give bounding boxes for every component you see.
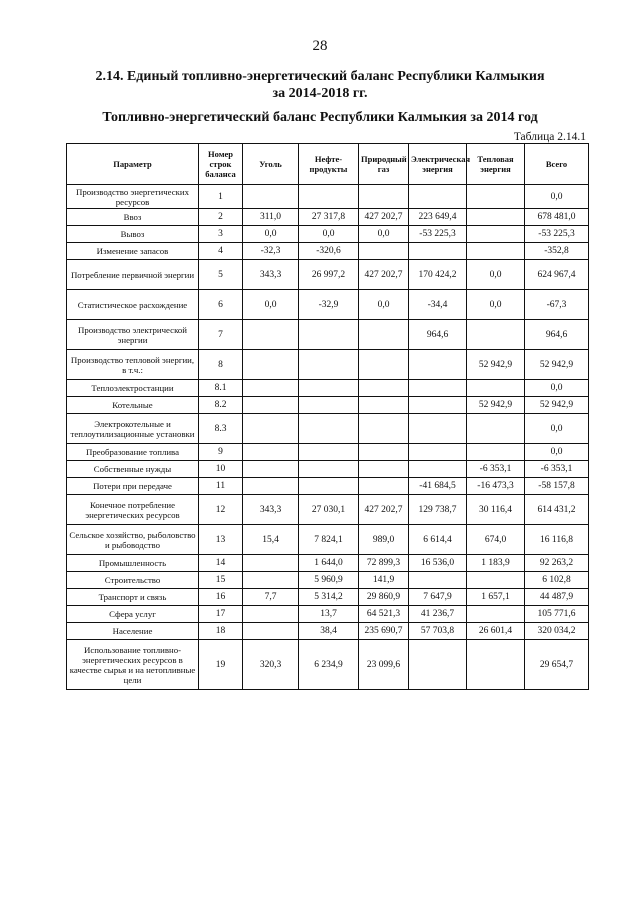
table-row	[67, 414, 589, 444]
row-parameter-cell: Изменение запасов	[67, 243, 199, 260]
value-cell-total: 0,0	[525, 444, 589, 461]
table-title: Топливно-энергетический баланс Республики Калмыкия за 2014 год	[102, 110, 538, 125]
value-cell-heat: 52 942,9	[467, 397, 525, 414]
value-cell-elec	[409, 444, 467, 461]
value-cell-total: 16 116,8	[525, 525, 589, 555]
row-parameter-cell: Потери при передаче	[67, 478, 199, 495]
value-cell-total: 52 942,9	[525, 397, 589, 414]
value-cell-gas	[359, 350, 409, 380]
value-cell-total: 678 481,0	[525, 209, 589, 226]
value-cell-oil: 1 644,0	[299, 555, 359, 572]
value-cell-elec: 6 614,4	[409, 525, 467, 555]
value-cell-coal	[243, 444, 299, 461]
column-header: Параметр	[67, 144, 199, 185]
value-cell-coal: 343,3	[243, 495, 299, 525]
value-cell-gas	[359, 380, 409, 397]
value-cell-gas	[359, 414, 409, 444]
value-cell-total: -58 157,8	[525, 478, 589, 495]
value-cell-coal: 7,7	[243, 589, 299, 606]
value-cell-coal	[243, 606, 299, 623]
section-title-line2: за 2014-2018 гг.	[272, 86, 368, 101]
row-parameter-cell: Теплоэлектростанции	[67, 380, 199, 397]
value-cell-elec: 41 236,7	[409, 606, 467, 623]
value-cell-heat	[467, 380, 525, 397]
table-row	[67, 461, 589, 478]
value-cell-elec: 129 738,7	[409, 495, 467, 525]
row-number-cell: 15	[199, 572, 243, 589]
value-cell-coal: 15,4	[243, 525, 299, 555]
value-cell-heat: 52 942,9	[467, 350, 525, 380]
row-parameter-cell: Преобразование топлива	[67, 444, 199, 461]
value-cell-heat	[467, 320, 525, 350]
value-cell-gas	[359, 478, 409, 495]
row-number-cell: 18	[199, 623, 243, 640]
row-parameter-cell: Производство энергетических ресурсов	[67, 185, 199, 209]
value-cell-oil	[299, 414, 359, 444]
value-cell-coal	[243, 572, 299, 589]
column-header: Природный газ	[359, 144, 409, 185]
table-row	[67, 380, 589, 397]
row-parameter-cell: Сфера услуг	[67, 606, 199, 623]
value-cell-oil	[299, 444, 359, 461]
value-cell-oil	[299, 350, 359, 380]
value-cell-heat: -16 473,3	[467, 478, 525, 495]
value-cell-heat: 1 657,1	[467, 589, 525, 606]
value-cell-coal	[243, 555, 299, 572]
value-cell-oil: 38,4	[299, 623, 359, 640]
table-body	[67, 185, 589, 690]
value-cell-elec	[409, 185, 467, 209]
section-title-line1: 2.14. Единый топливно-энергетический баланс Республики Калмыкия	[95, 69, 545, 84]
value-cell-coal	[243, 478, 299, 495]
value-cell-coal: -32,3	[243, 243, 299, 260]
value-cell-coal: 343,3	[243, 260, 299, 290]
value-cell-oil	[299, 397, 359, 414]
row-number-cell: 19	[199, 640, 243, 690]
row-number-cell: 8	[199, 350, 243, 380]
row-number-cell: 2	[199, 209, 243, 226]
table-row	[67, 397, 589, 414]
value-cell-oil	[299, 461, 359, 478]
value-cell-heat	[467, 185, 525, 209]
row-number-cell: 7	[199, 320, 243, 350]
value-cell-oil: 5 314,2	[299, 589, 359, 606]
table-row	[67, 572, 589, 589]
value-cell-oil	[299, 320, 359, 350]
column-header: Уголь	[243, 144, 299, 185]
value-cell-total: 105 771,6	[525, 606, 589, 623]
value-cell-elec: -53 225,3	[409, 226, 467, 243]
table-row	[67, 185, 589, 209]
value-cell-heat	[467, 226, 525, 243]
value-cell-heat	[467, 640, 525, 690]
column-header: Всего	[525, 144, 589, 185]
row-parameter-cell: Производство тепловой энергии, в т.ч.:	[67, 350, 199, 380]
table-row	[67, 478, 589, 495]
row-parameter-cell: Строительство	[67, 572, 199, 589]
row-number-cell: 13	[199, 525, 243, 555]
value-cell-total: -53 225,3	[525, 226, 589, 243]
value-cell-heat: 26 601,4	[467, 623, 525, 640]
table-row	[67, 495, 589, 525]
row-parameter-cell: Промышленность	[67, 555, 199, 572]
table-row	[67, 525, 589, 555]
table-row	[67, 640, 589, 690]
energy-balance-table	[66, 143, 589, 690]
value-cell-coal	[243, 380, 299, 397]
value-cell-gas: 64 521,3	[359, 606, 409, 623]
value-cell-heat: 1 183,9	[467, 555, 525, 572]
column-header: Номер строк баланса	[199, 144, 243, 185]
row-number-cell: 8.3	[199, 414, 243, 444]
row-number-cell: 12	[199, 495, 243, 525]
value-cell-heat: 30 116,4	[467, 495, 525, 525]
value-cell-total: 964,6	[525, 320, 589, 350]
value-cell-coal: 311,0	[243, 209, 299, 226]
row-number-cell: 8.2	[199, 397, 243, 414]
row-number-cell: 4	[199, 243, 243, 260]
row-parameter-cell: Производство электрической энергии	[67, 320, 199, 350]
row-number-cell: 6	[199, 290, 243, 320]
value-cell-heat: -6 353,1	[467, 461, 525, 478]
value-cell-heat	[467, 572, 525, 589]
row-number-cell: 16	[199, 589, 243, 606]
value-cell-elec	[409, 350, 467, 380]
column-header: Тепловая энергия	[467, 144, 525, 185]
value-cell-coal	[243, 185, 299, 209]
row-number-cell: 8.1	[199, 380, 243, 397]
table-row	[67, 444, 589, 461]
row-number-cell: 5	[199, 260, 243, 290]
row-number-cell: 1	[199, 185, 243, 209]
value-cell-gas: 989,0	[359, 525, 409, 555]
row-parameter-cell: Ввоз	[67, 209, 199, 226]
value-cell-coal: 0,0	[243, 226, 299, 243]
row-parameter-cell: Собственные нужды	[67, 461, 199, 478]
value-cell-gas: 427 202,7	[359, 495, 409, 525]
value-cell-coal: 0,0	[243, 290, 299, 320]
row-parameter-cell: Население	[67, 623, 199, 640]
value-cell-oil: -320,6	[299, 243, 359, 260]
value-cell-heat	[467, 606, 525, 623]
row-number-cell: 11	[199, 478, 243, 495]
row-number-cell: 17	[199, 606, 243, 623]
value-cell-total: -6 353,1	[525, 461, 589, 478]
table-row	[67, 243, 589, 260]
value-cell-gas: 427 202,7	[359, 209, 409, 226]
value-cell-heat	[467, 209, 525, 226]
value-cell-heat	[467, 243, 525, 260]
value-cell-gas: 23 099,6	[359, 640, 409, 690]
value-cell-total: 52 942,9	[525, 350, 589, 380]
value-cell-total: 320 034,2	[525, 623, 589, 640]
value-cell-oil	[299, 478, 359, 495]
value-cell-total: 624 967,4	[525, 260, 589, 290]
value-cell-total: 6 102,8	[525, 572, 589, 589]
table-row	[67, 320, 589, 350]
value-cell-elec: -34,4	[409, 290, 467, 320]
row-parameter-cell: Котельные	[67, 397, 199, 414]
value-cell-oil: 7 824,1	[299, 525, 359, 555]
table-row	[67, 589, 589, 606]
value-cell-elec: -41 684,5	[409, 478, 467, 495]
value-cell-heat: 0,0	[467, 290, 525, 320]
value-cell-gas	[359, 320, 409, 350]
value-cell-elec	[409, 572, 467, 589]
value-cell-oil	[299, 185, 359, 209]
value-cell-total: 44 487,9	[525, 589, 589, 606]
value-cell-coal	[243, 350, 299, 380]
value-cell-heat	[467, 444, 525, 461]
value-cell-total: -352,8	[525, 243, 589, 260]
row-parameter-cell: Вывоз	[67, 226, 199, 243]
value-cell-oil: 0,0	[299, 226, 359, 243]
row-parameter-cell: Электрокотельные и теплоутилизационные установки	[67, 414, 199, 444]
value-cell-oil: 13,7	[299, 606, 359, 623]
row-number-cell: 9	[199, 444, 243, 461]
value-cell-elec: 16 536,0	[409, 555, 467, 572]
value-cell-heat: 0,0	[467, 260, 525, 290]
column-header: Нефте-продукты	[299, 144, 359, 185]
value-cell-elec: 7 647,9	[409, 589, 467, 606]
row-parameter-cell: Сельское хозяйство, рыболовство и рыбоводство	[67, 525, 199, 555]
value-cell-coal: 320,3	[243, 640, 299, 690]
value-cell-total: 29 654,7	[525, 640, 589, 690]
value-cell-gas: 29 860,9	[359, 589, 409, 606]
value-cell-elec	[409, 414, 467, 444]
value-cell-coal	[243, 623, 299, 640]
value-cell-elec	[409, 397, 467, 414]
value-cell-oil: 6 234,9	[299, 640, 359, 690]
value-cell-oil: 5 960,9	[299, 572, 359, 589]
value-cell-total: 0,0	[525, 414, 589, 444]
table-row	[67, 623, 589, 640]
value-cell-total: -67,3	[525, 290, 589, 320]
value-cell-elec: 964,6	[409, 320, 467, 350]
table-row	[67, 606, 589, 623]
value-cell-gas	[359, 397, 409, 414]
value-cell-oil: 26 997,2	[299, 260, 359, 290]
value-cell-heat	[467, 414, 525, 444]
value-cell-heat: 674,0	[467, 525, 525, 555]
value-cell-elec: 170 424,2	[409, 260, 467, 290]
value-cell-elec	[409, 640, 467, 690]
value-cell-coal	[243, 461, 299, 478]
table-row	[67, 209, 589, 226]
table-row	[67, 555, 589, 572]
value-cell-gas: 0,0	[359, 290, 409, 320]
row-parameter-cell: Транспорт и связь	[67, 589, 199, 606]
value-cell-total: 0,0	[525, 380, 589, 397]
value-cell-oil: 27 317,8	[299, 209, 359, 226]
table-row	[67, 350, 589, 380]
value-cell-gas: 235 690,7	[359, 623, 409, 640]
section-title	[60, 68, 580, 102]
value-cell-gas: 0,0	[359, 226, 409, 243]
value-cell-total: 0,0	[525, 185, 589, 209]
value-cell-elec	[409, 380, 467, 397]
value-cell-coal	[243, 320, 299, 350]
value-cell-total: 614 431,2	[525, 495, 589, 525]
row-parameter-cell: Конечное потребление энергетических ресурсов	[67, 495, 199, 525]
value-cell-gas	[359, 444, 409, 461]
row-number-cell: 3	[199, 226, 243, 243]
table-row	[67, 260, 589, 290]
value-cell-gas	[359, 185, 409, 209]
value-cell-gas: 141,9	[359, 572, 409, 589]
row-parameter-cell: Статистическое расхождение	[67, 290, 199, 320]
value-cell-coal	[243, 397, 299, 414]
value-cell-gas	[359, 461, 409, 478]
value-cell-elec: 223 649,4	[409, 209, 467, 226]
value-cell-gas: 427 202,7	[359, 260, 409, 290]
row-number-cell: 10	[199, 461, 243, 478]
row-parameter-cell: Использование топливно-энергетических ресурсов в качестве сырья и на нетопливные цели	[67, 640, 199, 690]
value-cell-oil: 27 030,1	[299, 495, 359, 525]
value-cell-oil	[299, 380, 359, 397]
table-row	[67, 290, 589, 320]
page-number: 28	[312, 38, 328, 54]
value-cell-elec: 57 703,8	[409, 623, 467, 640]
value-cell-elec	[409, 461, 467, 478]
value-cell-gas: 72 899,3	[359, 555, 409, 572]
row-number-cell: 14	[199, 555, 243, 572]
row-parameter-cell: Потребление первичной энергии	[67, 260, 199, 290]
value-cell-oil: -32,9	[299, 290, 359, 320]
value-cell-coal	[243, 414, 299, 444]
table-row	[67, 226, 589, 243]
value-cell-total: 92 263,2	[525, 555, 589, 572]
table-label: Таблица 2.14.1	[513, 131, 586, 143]
value-cell-gas	[359, 243, 409, 260]
table-header-row	[67, 144, 589, 185]
column-header: Электрическая энергия	[409, 144, 467, 185]
value-cell-elec	[409, 243, 467, 260]
